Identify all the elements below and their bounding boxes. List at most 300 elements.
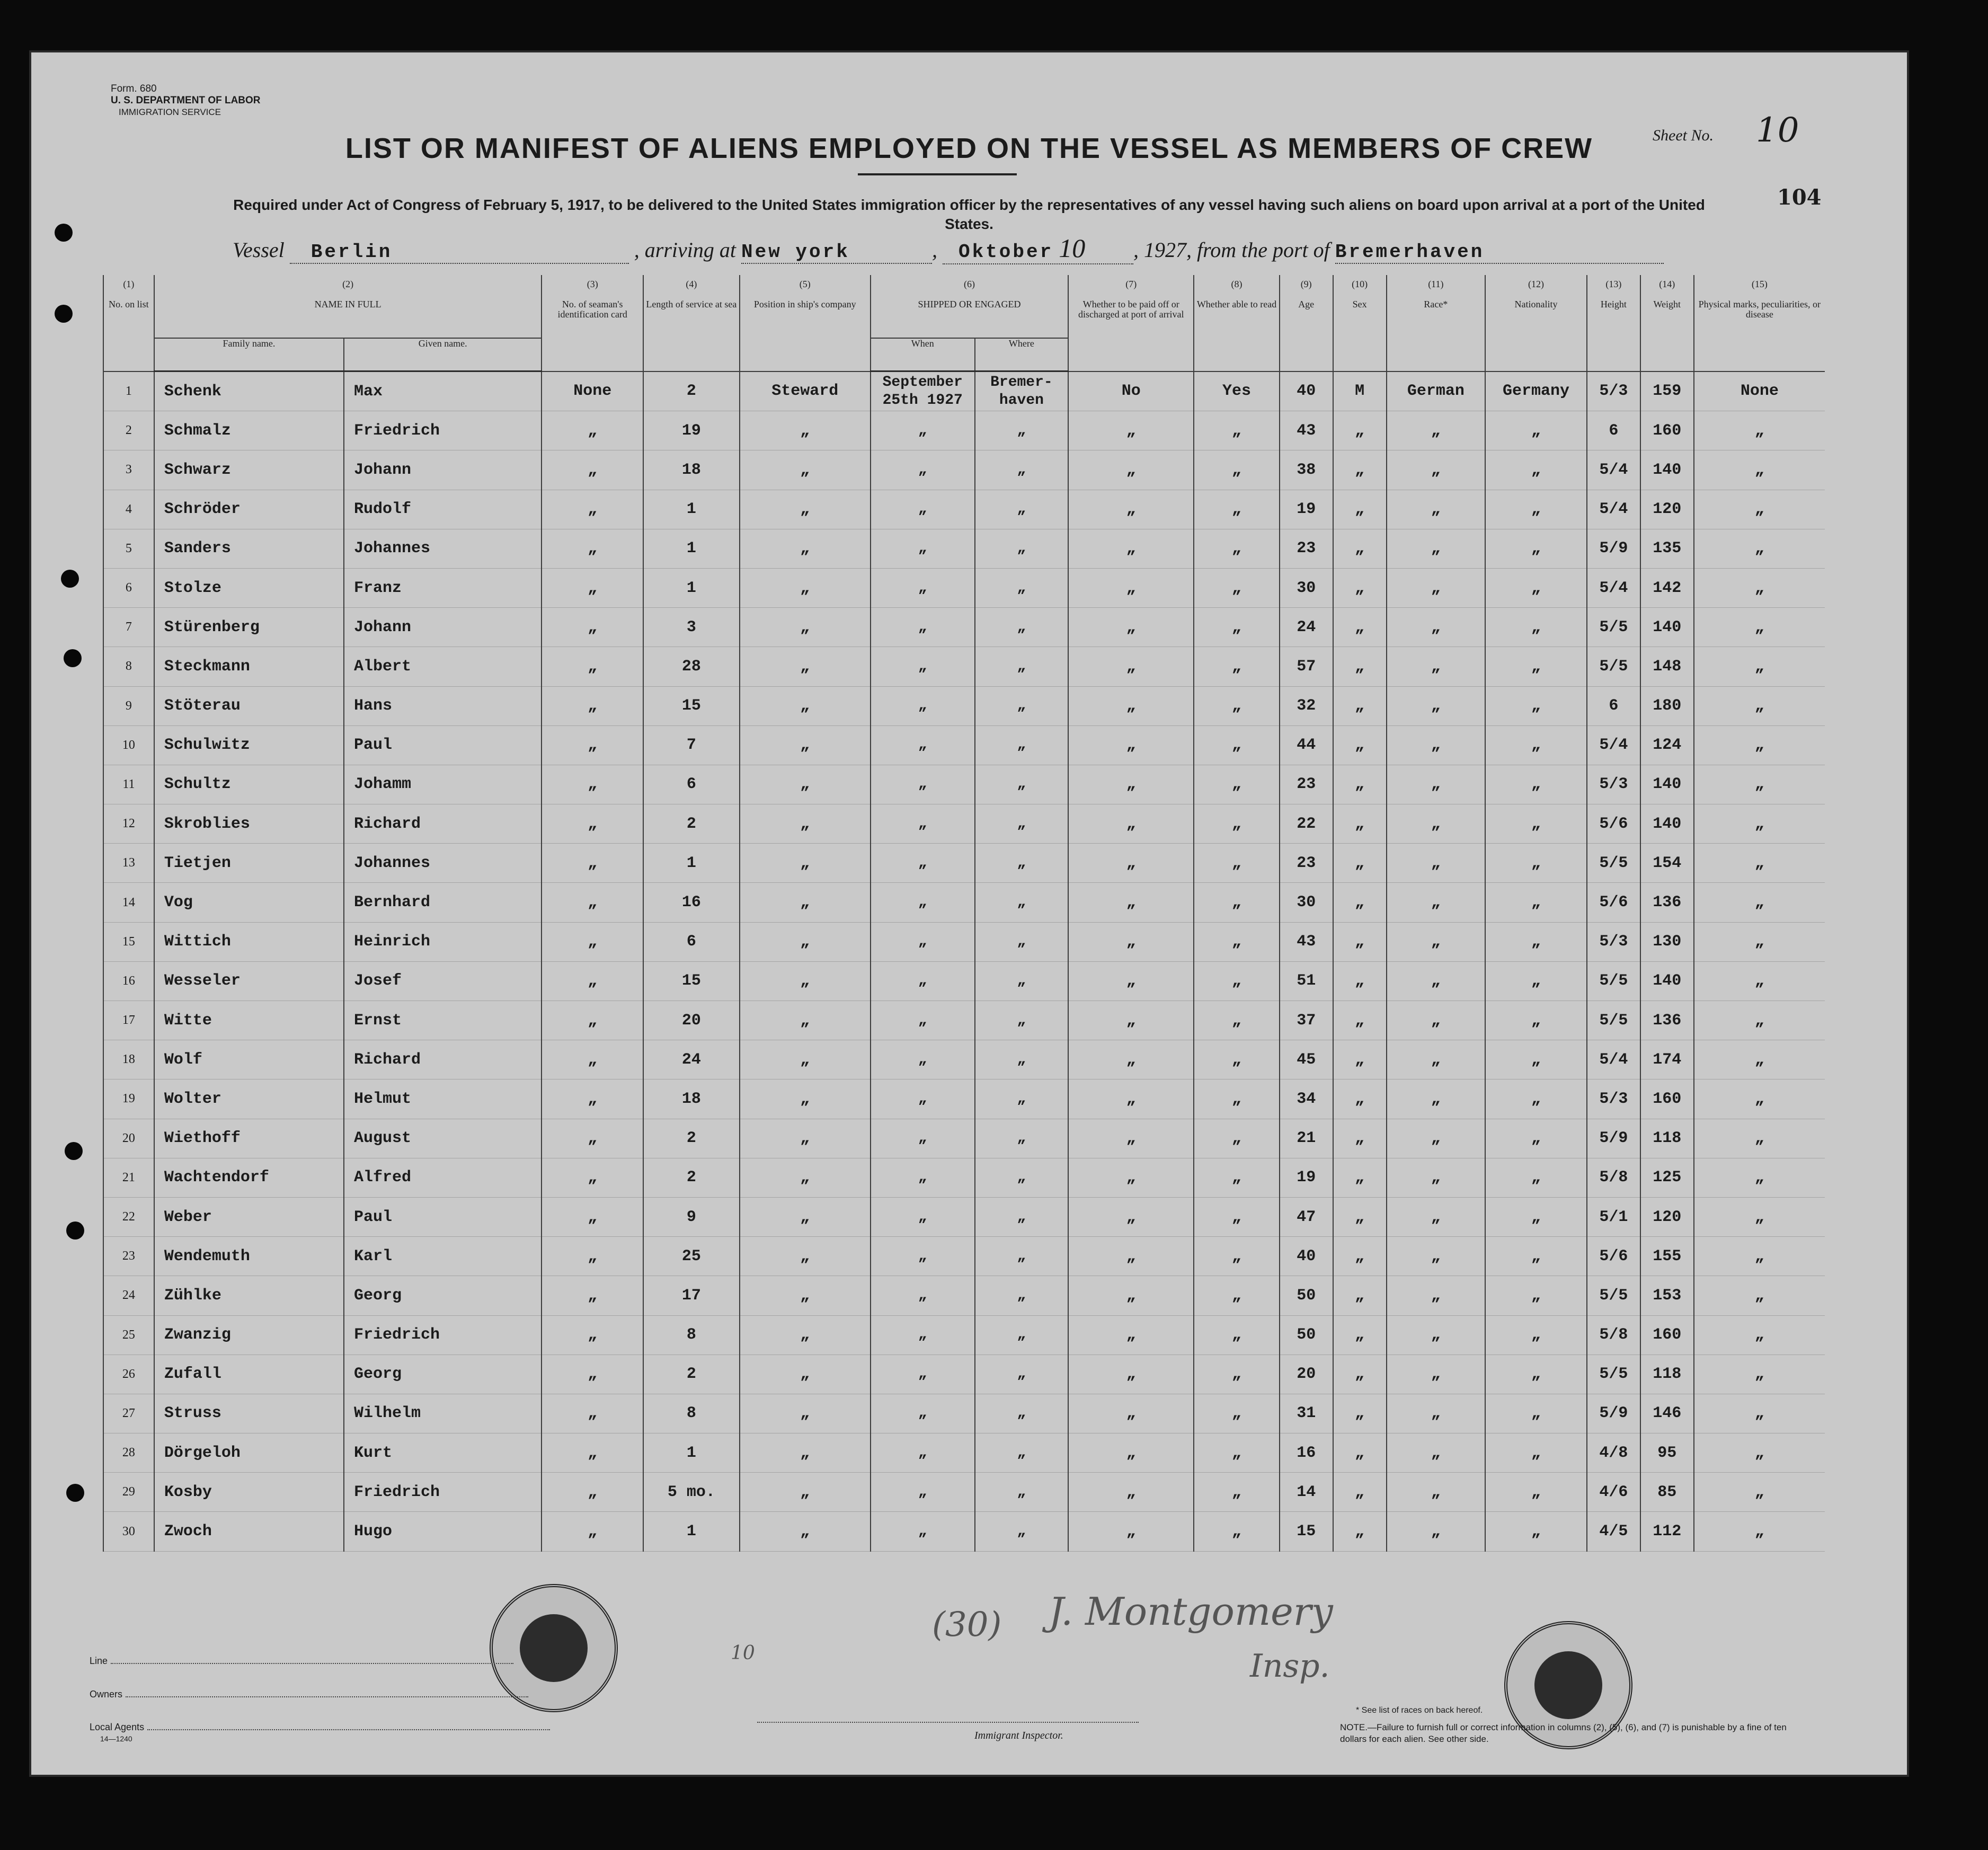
cell-height: 5/3	[1587, 371, 1640, 411]
cell-physical-marks: „	[1694, 883, 1825, 922]
cell-engaged-when: „	[871, 529, 975, 568]
cell-given-name: Bernhard	[344, 883, 542, 922]
cell-family-name: Wesseler	[154, 961, 344, 1001]
cell-age: 23	[1280, 844, 1333, 883]
cell-sex: „	[1333, 608, 1387, 647]
cell-engaged-when: „	[871, 1237, 975, 1276]
cell-sex: „	[1333, 1433, 1387, 1473]
cell-engaged-where: „	[975, 725, 1069, 765]
cell-no: 14	[103, 883, 154, 922]
cell-no: 3	[103, 450, 154, 490]
cell-height: 5/4	[1587, 490, 1640, 529]
cell-family-name: Zufall	[154, 1355, 344, 1394]
cell-engaged-where: „	[975, 922, 1069, 961]
cell-height: 5/3	[1587, 765, 1640, 804]
line-field: Line	[90, 1656, 513, 1667]
cell-height: 5/5	[1587, 608, 1640, 647]
cell-able-to-read: „	[1194, 1040, 1279, 1079]
cell-engaged-when: „	[871, 765, 975, 804]
cell-engaged-where: „	[975, 1473, 1069, 1512]
cell-service-length: 28	[643, 647, 740, 686]
cell-weight: 140	[1640, 450, 1694, 490]
table-row	[103, 844, 1825, 883]
cell-engaged-when: „	[871, 883, 975, 922]
cell-nationality: „	[1485, 490, 1587, 529]
cell-sex: „	[1333, 1119, 1387, 1158]
cell-age: 43	[1280, 922, 1333, 961]
table-row	[103, 490, 1825, 529]
cell-no: 16	[103, 961, 154, 1001]
cell-no: 20	[103, 1119, 154, 1158]
cell-race: „	[1387, 1079, 1486, 1119]
cell-service-length: 16	[643, 883, 740, 922]
cell-physical-marks: „	[1694, 490, 1825, 529]
cell-paid-off: „	[1068, 1315, 1194, 1355]
cell-physical-marks: „	[1694, 608, 1825, 647]
table-row	[103, 1040, 1825, 1079]
cell-no: 5	[103, 529, 154, 568]
col-card-header: (3) No. of seaman's identification card	[542, 275, 643, 371]
cell-family-name: Wachtendorf	[154, 1158, 344, 1197]
cell-race: „	[1387, 450, 1486, 490]
cell-age: 37	[1280, 1001, 1333, 1040]
cell-physical-marks: „	[1694, 1355, 1825, 1394]
cell-physical-marks: „	[1694, 1119, 1825, 1158]
cell-sex: „	[1333, 725, 1387, 765]
cell-sex: „	[1333, 1473, 1387, 1512]
cell-able-to-read: „	[1194, 411, 1279, 450]
cell-engaged-where: „	[975, 1079, 1069, 1119]
cell-height: 5/5	[1587, 961, 1640, 1001]
cell-given-name: Hans	[344, 686, 542, 725]
cell-given-name: Heinrich	[344, 922, 542, 961]
cell-service-length: 1	[643, 529, 740, 568]
cell-engaged-when: „	[871, 450, 975, 490]
table-row	[103, 922, 1825, 961]
cell-able-to-read: „	[1194, 844, 1279, 883]
cell-position: „	[740, 1394, 871, 1433]
cell-physical-marks: „	[1694, 686, 1825, 725]
cell-engaged-when: „	[871, 804, 975, 844]
cell-position: „	[740, 725, 871, 765]
cell-card-number: „	[542, 922, 643, 961]
cell-paid-off: „	[1068, 411, 1194, 450]
cell-race: „	[1387, 1158, 1486, 1197]
cell-service-length: 8	[643, 1315, 740, 1355]
col-name-header: (2) NAME IN FULL	[154, 275, 542, 338]
cell-age: 16	[1280, 1433, 1333, 1473]
cell-position: „	[740, 608, 871, 647]
cell-given-name: Helmut	[344, 1079, 542, 1119]
cell-height: 4/6	[1587, 1473, 1640, 1512]
department-label: U. S. DEPARTMENT OF LABOR	[111, 95, 261, 106]
cell-physical-marks: „	[1694, 725, 1825, 765]
cell-no: 15	[103, 922, 154, 961]
binding-hole	[55, 224, 73, 242]
cell-physical-marks: „	[1694, 1276, 1825, 1315]
cell-engaged-when: „	[871, 1394, 975, 1433]
cell-given-name: Friedrich	[344, 1315, 542, 1355]
cell-race: „	[1387, 1355, 1486, 1394]
owners-field: Owners	[90, 1689, 528, 1700]
cell-position: „	[740, 568, 871, 607]
cell-age: 30	[1280, 568, 1333, 607]
cell-weight: 180	[1640, 686, 1694, 725]
cell-service-length: 15	[643, 686, 740, 725]
cell-position: „	[740, 1315, 871, 1355]
cell-age: 32	[1280, 686, 1333, 725]
cell-given-name: Richard	[344, 804, 542, 844]
cell-card-number: „	[542, 1433, 643, 1473]
cell-height: 4/5	[1587, 1512, 1640, 1551]
cell-able-to-read: „	[1194, 1355, 1279, 1394]
cell-weight: 140	[1640, 804, 1694, 844]
cell-engaged-when: „	[871, 490, 975, 529]
cell-no: 29	[103, 1473, 154, 1512]
sheet-number-value: 10	[1756, 111, 1799, 150]
table-row	[103, 1079, 1825, 1119]
cell-paid-off: No	[1068, 371, 1194, 411]
cell-card-number: „	[542, 804, 643, 844]
cell-engaged-where: „	[975, 1433, 1069, 1473]
cell-card-number: „	[542, 1158, 643, 1197]
arrival-month: Oktober	[958, 241, 1054, 263]
cell-age: 38	[1280, 450, 1333, 490]
cell-race: „	[1387, 1276, 1486, 1315]
cell-physical-marks: „	[1694, 1158, 1825, 1197]
cell-able-to-read: „	[1194, 961, 1279, 1001]
cell-no: 26	[103, 1355, 154, 1394]
cell-card-number: „	[542, 411, 643, 450]
cell-age: 43	[1280, 411, 1333, 450]
cell-service-length: 1	[643, 844, 740, 883]
vessel-label: Vessel	[233, 238, 285, 262]
cell-height: 5/4	[1587, 1040, 1640, 1079]
cell-sex: „	[1333, 529, 1387, 568]
cell-nationality: „	[1485, 450, 1587, 490]
cell-given-name: Hugo	[344, 1512, 542, 1551]
col-nationality-header: (12) Nationality	[1485, 275, 1587, 371]
cell-able-to-read: „	[1194, 490, 1279, 529]
cell-race: „	[1387, 922, 1486, 961]
cell-family-name: Zühlke	[154, 1276, 344, 1315]
crew-table	[103, 275, 1825, 1552]
cell-engaged-when: „	[871, 961, 975, 1001]
cell-weight: 135	[1640, 529, 1694, 568]
col-age-header: (9) Age	[1280, 275, 1333, 371]
cell-nationality: „	[1485, 725, 1587, 765]
table-row	[103, 686, 1825, 725]
cell-weight: 120	[1640, 490, 1694, 529]
cell-paid-off: „	[1068, 686, 1194, 725]
cell-engaged-where: „	[975, 1512, 1069, 1551]
table-row	[103, 804, 1825, 844]
cell-engaged-where: Bremer- haven	[975, 371, 1069, 411]
cell-able-to-read: „	[1194, 1394, 1279, 1433]
cell-weight: 154	[1640, 844, 1694, 883]
cell-engaged-when: September 25th 1927	[871, 371, 975, 411]
cell-nationality: „	[1485, 568, 1587, 607]
cell-weight: 148	[1640, 647, 1694, 686]
cell-card-number: „	[542, 1315, 643, 1355]
cell-height: 6	[1587, 411, 1640, 450]
cell-paid-off: „	[1068, 725, 1194, 765]
col-no-header: (1) No. on list	[103, 275, 154, 371]
cell-engaged-where: „	[975, 961, 1069, 1001]
cell-given-name: Kurt	[344, 1433, 542, 1473]
cell-height: 5/1	[1587, 1197, 1640, 1236]
cell-given-name: Josef	[344, 961, 542, 1001]
cell-given-name: Friedrich	[344, 1473, 542, 1512]
cell-height: 5/4	[1587, 568, 1640, 607]
cell-engaged-where: „	[975, 1001, 1069, 1040]
cell-able-to-read: „	[1194, 765, 1279, 804]
page-title: LIST OR MANIFEST OF ALIENS EMPLOYED ON THE VESSEL AS MEMBERS OF CREW	[345, 132, 1593, 164]
table-row	[103, 765, 1825, 804]
cell-nationality: „	[1485, 765, 1587, 804]
page-stamp-number: 104	[1777, 185, 1822, 210]
col-given-name-header: Given name.	[344, 338, 542, 371]
cell-no: 9	[103, 686, 154, 725]
cell-able-to-read: „	[1194, 450, 1279, 490]
cell-height: 5/5	[1587, 1276, 1640, 1315]
cell-family-name: Dörgeloh	[154, 1433, 344, 1473]
cell-position: „	[740, 883, 871, 922]
table-row	[103, 1394, 1825, 1433]
cell-able-to-read: „	[1194, 1001, 1279, 1040]
cell-no: 22	[103, 1197, 154, 1236]
cell-sex: „	[1333, 1355, 1387, 1394]
cell-race: „	[1387, 1512, 1486, 1551]
cell-service-length: 1	[643, 1433, 740, 1473]
cell-family-name: Sanders	[154, 529, 344, 568]
cell-able-to-read: „	[1194, 686, 1279, 725]
cell-engaged-when: „	[871, 1119, 975, 1158]
cell-weight: 159	[1640, 371, 1694, 411]
cell-no: 23	[103, 1237, 154, 1276]
cell-age: 14	[1280, 1473, 1333, 1512]
cell-nationality: „	[1485, 608, 1587, 647]
cell-family-name: Wiethoff	[154, 1119, 344, 1158]
cell-nationality: „	[1485, 844, 1587, 883]
table-row	[103, 1315, 1825, 1355]
cell-sex: „	[1333, 1197, 1387, 1236]
cell-race: „	[1387, 529, 1486, 568]
cell-family-name: Schulwitz	[154, 725, 344, 765]
cell-position: „	[740, 765, 871, 804]
cell-sex: „	[1333, 1040, 1387, 1079]
cell-engaged-when: „	[871, 1276, 975, 1315]
cell-age: 34	[1280, 1079, 1333, 1119]
cell-height: 5/5	[1587, 647, 1640, 686]
binding-hole	[66, 1484, 84, 1502]
cell-nationality: „	[1485, 411, 1587, 450]
cell-no: 13	[103, 844, 154, 883]
local-agents-field: Local Agents	[90, 1722, 550, 1733]
cell-nationality: „	[1485, 1040, 1587, 1079]
cell-able-to-read: „	[1194, 1433, 1279, 1473]
cell-age: 50	[1280, 1276, 1333, 1315]
cell-age: 22	[1280, 804, 1333, 844]
cell-service-length: 1	[643, 490, 740, 529]
table-row	[103, 1473, 1825, 1512]
cell-position: „	[740, 529, 871, 568]
cell-height: 5/6	[1587, 804, 1640, 844]
cell-nationality: „	[1485, 529, 1587, 568]
cell-engaged-when: „	[871, 1315, 975, 1355]
cell-card-number: „	[542, 568, 643, 607]
cell-service-length: 25	[643, 1237, 740, 1276]
cell-no: 8	[103, 647, 154, 686]
margin-mark: 10	[731, 1642, 755, 1664]
cell-engaged-when: „	[871, 1197, 975, 1236]
cell-service-length: 8	[643, 1394, 740, 1433]
cell-service-length: 1	[643, 1512, 740, 1551]
cell-service-length: 17	[643, 1276, 740, 1315]
cell-card-number: „	[542, 686, 643, 725]
departure-port: Bremerhaven	[1335, 241, 1485, 263]
cell-family-name: Schröder	[154, 490, 344, 529]
cell-weight: 160	[1640, 1315, 1694, 1355]
cell-sex: „	[1333, 1001, 1387, 1040]
table-row	[103, 1158, 1825, 1197]
cell-engaged-when: „	[871, 1355, 975, 1394]
cell-given-name: Johannes	[344, 529, 542, 568]
cell-card-number: „	[542, 725, 643, 765]
cell-able-to-read: „	[1194, 529, 1279, 568]
table-row	[103, 371, 1825, 411]
cell-given-name: Paul	[344, 725, 542, 765]
cell-nationality: „	[1485, 1276, 1587, 1315]
binding-hole	[64, 649, 82, 667]
cell-family-name: Witte	[154, 1001, 344, 1040]
cell-family-name: Tietjen	[154, 844, 344, 883]
cell-engaged-when: „	[871, 568, 975, 607]
cell-nationality: „	[1485, 804, 1587, 844]
cell-age: 57	[1280, 647, 1333, 686]
cell-age: 30	[1280, 883, 1333, 922]
cell-nationality: „	[1485, 1197, 1587, 1236]
col-sex-header: (10) Sex	[1333, 275, 1387, 371]
cell-race: „	[1387, 1315, 1486, 1355]
vessel-name: Berlin	[310, 241, 393, 263]
cell-service-length: 19	[643, 411, 740, 450]
table-row	[103, 568, 1825, 607]
cell-card-number: „	[542, 1473, 643, 1512]
cell-card-number: „	[542, 529, 643, 568]
cell-family-name: Schenk	[154, 371, 344, 411]
cell-engaged-where: „	[975, 608, 1069, 647]
cell-able-to-read: „	[1194, 647, 1279, 686]
cell-engaged-where: „	[975, 844, 1069, 883]
table-row	[103, 450, 1825, 490]
cell-nationality: „	[1485, 647, 1587, 686]
cell-able-to-read: „	[1194, 804, 1279, 844]
cell-physical-marks: „	[1694, 1197, 1825, 1236]
cell-card-number: None	[542, 371, 643, 411]
cell-service-length: 2	[643, 804, 740, 844]
table-row	[103, 1001, 1825, 1040]
cell-given-name: Ernst	[344, 1001, 542, 1040]
cell-height: 5/8	[1587, 1315, 1640, 1355]
cell-position: „	[740, 961, 871, 1001]
cell-height: 5/3	[1587, 1079, 1640, 1119]
cell-sex: „	[1333, 961, 1387, 1001]
cell-physical-marks: None	[1694, 371, 1825, 411]
cell-race: „	[1387, 608, 1486, 647]
cell-engaged-where: „	[975, 804, 1069, 844]
cell-no: 1	[103, 371, 154, 411]
cell-race: „	[1387, 883, 1486, 922]
cell-engaged-where: „	[975, 1040, 1069, 1079]
cell-card-number: „	[542, 608, 643, 647]
cell-height: 5/5	[1587, 1355, 1640, 1394]
cell-engaged-where: „	[975, 647, 1069, 686]
cell-no: 17	[103, 1001, 154, 1040]
cell-sex: „	[1333, 765, 1387, 804]
cell-physical-marks: „	[1694, 1512, 1825, 1551]
cell-race: „	[1387, 961, 1486, 1001]
cell-age: 19	[1280, 490, 1333, 529]
cell-sex: „	[1333, 568, 1387, 607]
cell-engaged-when: „	[871, 1433, 975, 1473]
cell-physical-marks: „	[1694, 1315, 1825, 1355]
cell-height: 5/5	[1587, 844, 1640, 883]
cell-weight: 136	[1640, 1001, 1694, 1040]
cell-race: „	[1387, 686, 1486, 725]
table-row	[103, 608, 1825, 647]
cell-age: 31	[1280, 1394, 1333, 1433]
cell-paid-off: „	[1068, 1276, 1194, 1315]
cell-race: „	[1387, 1119, 1486, 1158]
cell-engaged-when: „	[871, 1512, 975, 1551]
cell-race: „	[1387, 1394, 1486, 1433]
cell-position: „	[740, 1158, 871, 1197]
cell-nationality: „	[1485, 922, 1587, 961]
cell-nationality: „	[1485, 1355, 1587, 1394]
cell-family-name: Weber	[154, 1197, 344, 1236]
cell-height: 5/9	[1587, 1394, 1640, 1433]
table-row	[103, 647, 1825, 686]
col-read-header: (8) Whether able to read	[1194, 275, 1279, 371]
cell-family-name: Schmalz	[154, 411, 344, 450]
cell-position: „	[740, 1040, 871, 1079]
cell-nationality: „	[1485, 1119, 1587, 1158]
binding-hole	[55, 305, 73, 323]
cell-sex: „	[1333, 411, 1387, 450]
cell-physical-marks: „	[1694, 1433, 1825, 1473]
cell-paid-off: „	[1068, 608, 1194, 647]
crew-rows	[103, 371, 1825, 1552]
cell-position: „	[740, 922, 871, 961]
cell-age: 40	[1280, 371, 1333, 411]
cell-family-name: Skroblies	[154, 804, 344, 844]
cell-nationality: „	[1485, 1001, 1587, 1040]
cell-paid-off: „	[1068, 1040, 1194, 1079]
cell-age: 40	[1280, 1237, 1333, 1276]
cell-race: „	[1387, 411, 1486, 450]
cell-position: Steward	[740, 371, 871, 411]
cell-family-name: Stolze	[154, 568, 344, 607]
table-row	[103, 1276, 1825, 1315]
cell-family-name: Steckmann	[154, 647, 344, 686]
cell-physical-marks: „	[1694, 450, 1825, 490]
from-port-label: , from the port of	[1186, 238, 1330, 262]
cell-weight: 142	[1640, 568, 1694, 607]
col-when-header: When	[871, 338, 975, 371]
cell-physical-marks: „	[1694, 1001, 1825, 1040]
cell-able-to-read: „	[1194, 1079, 1279, 1119]
